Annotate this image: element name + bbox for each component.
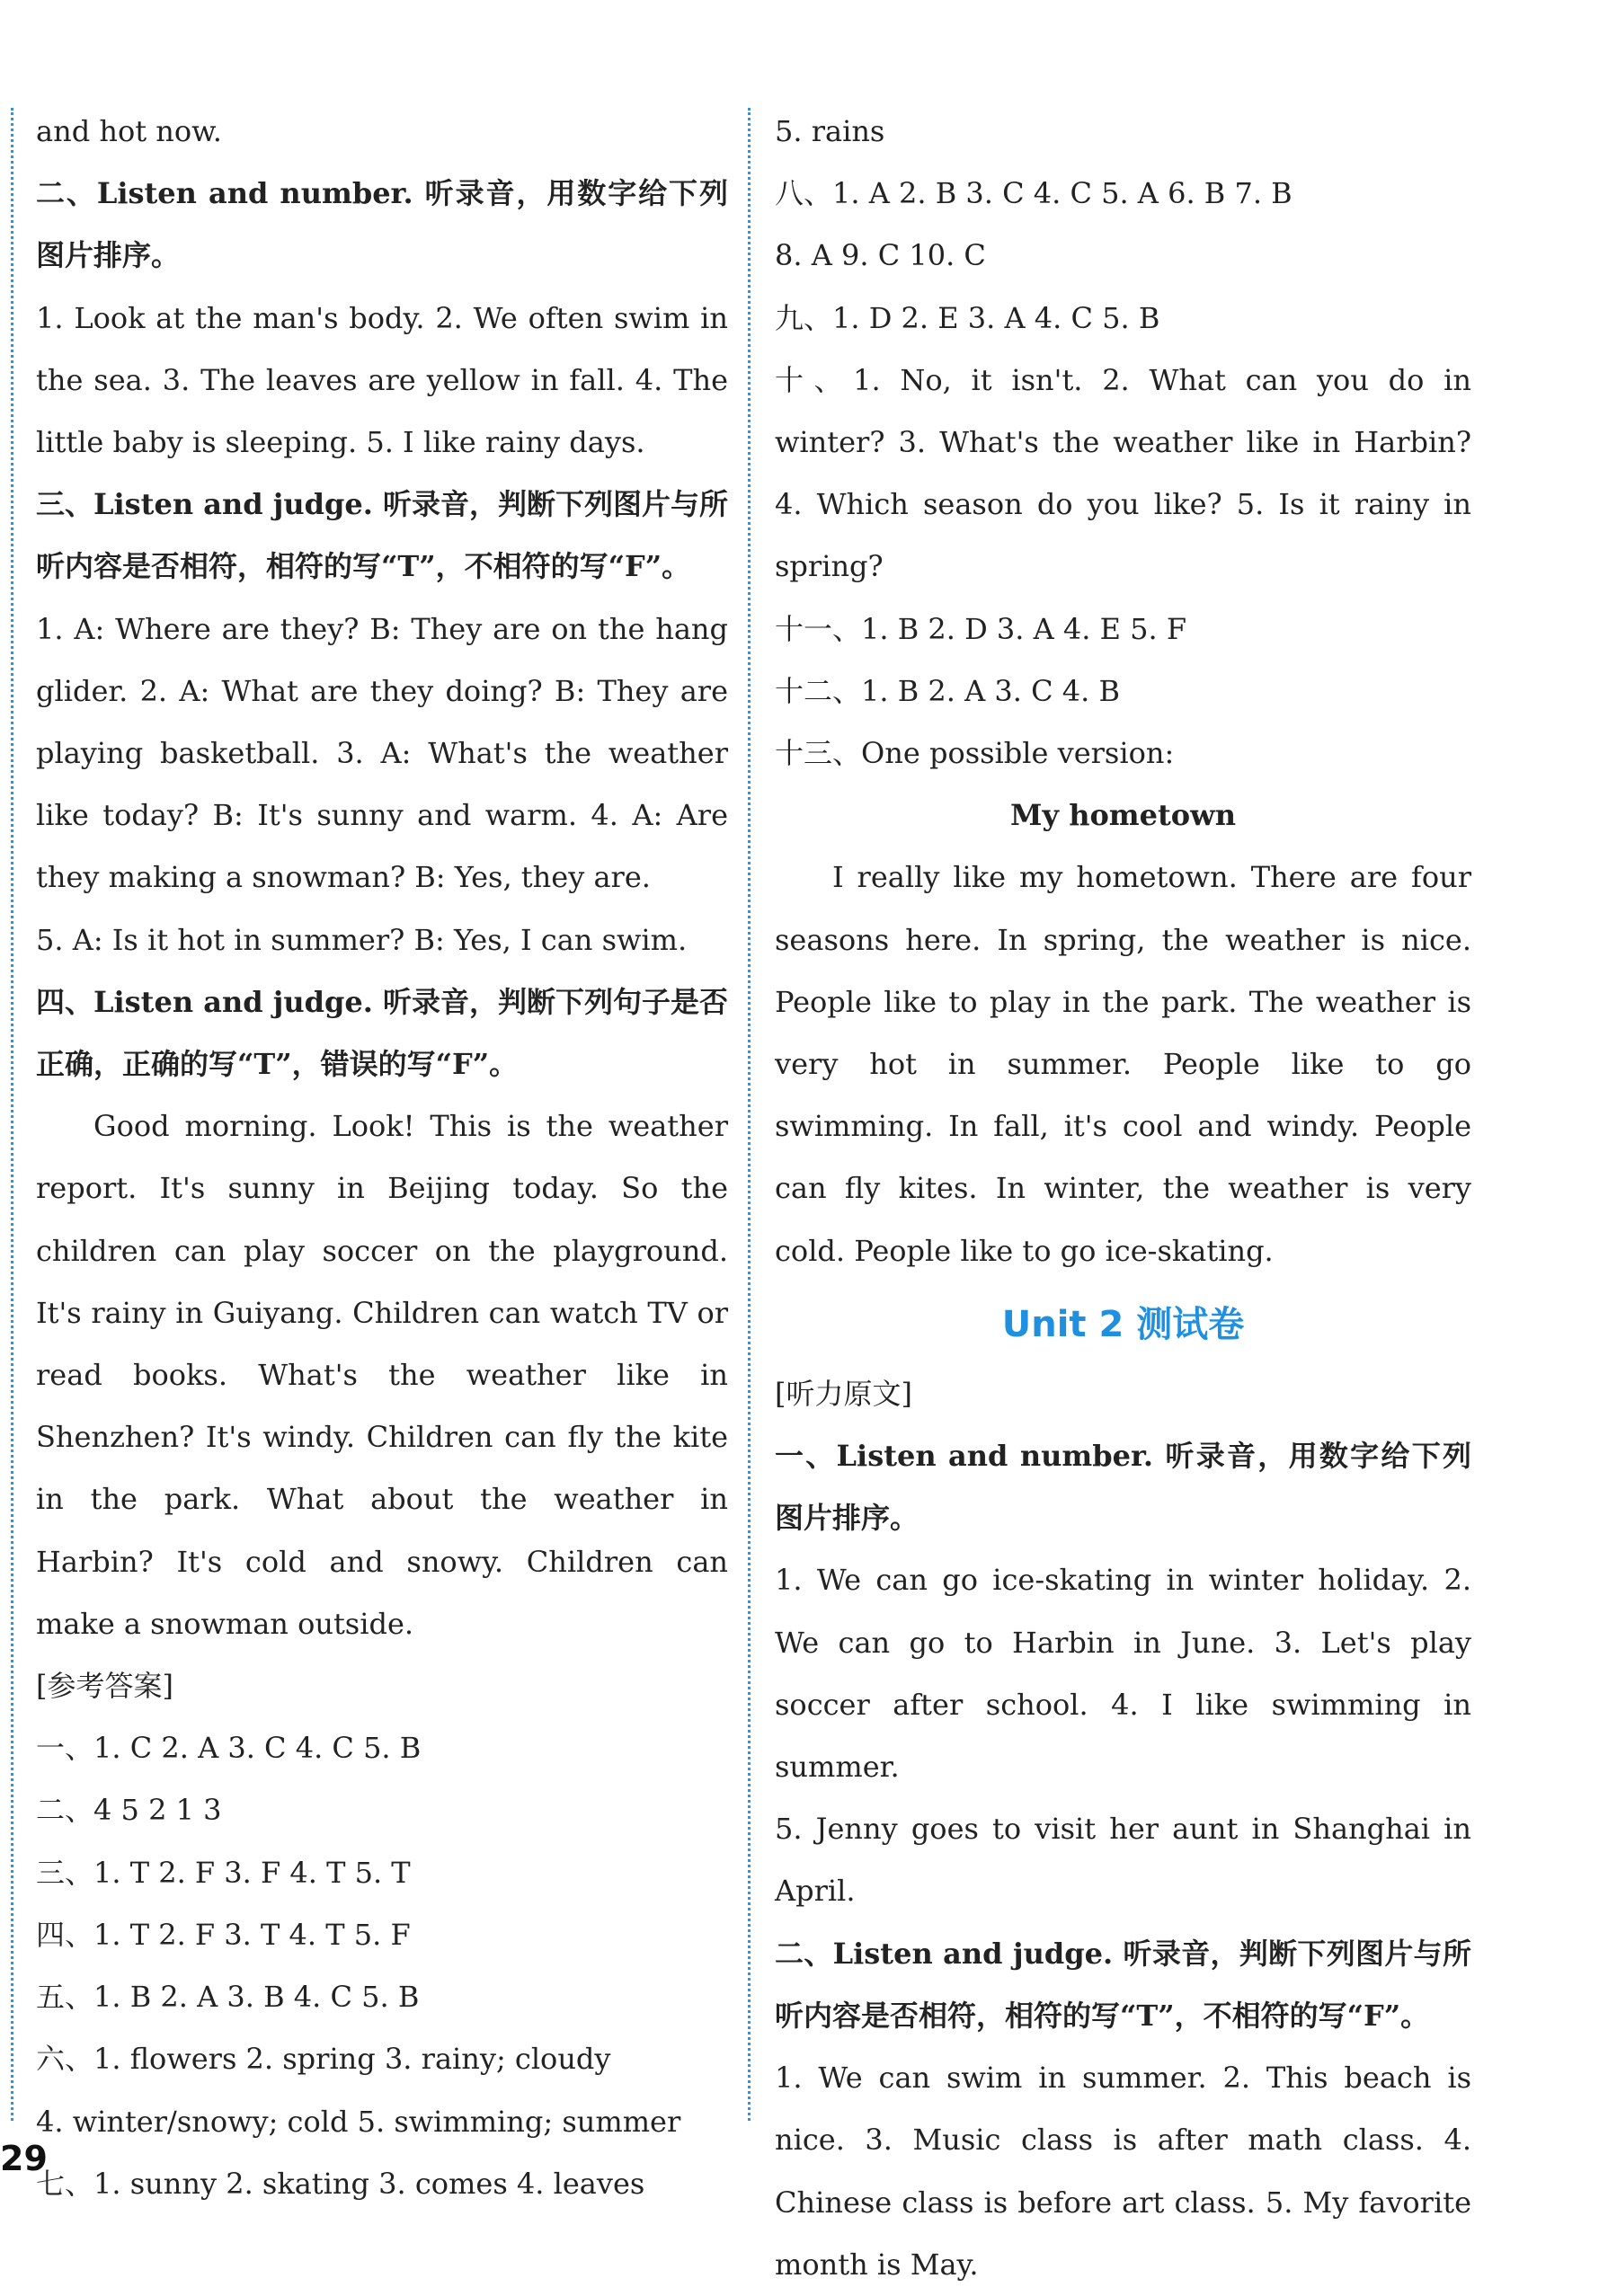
answer-line: 六、1. flowers 2. spring 3. rainy; cloudy [36,2042,611,2077]
paragraph: Good morning. Look! This is the weather report. It's sunny in Beijing today. So the children can play soccer on the playground. It's rainy in Guiyang. Children can watch TV or read books. What's the weather like in Shenzhen? It's windy. Children can fly the kite in the park. What about the weather in Harbin? It's cold and snowy. Children can make a snowman outside. [36,1109,728,1641]
paragraph: 十、1. No, it isn't. 2. What can you do in winter? 3. What's the weather like in Harbin? 4. Which season do you like? 5. Is it rainy in spring? [775,362,1471,584]
answer-line: 八、1. A 2. B 3. C 4. C 5. A 6. B 7. B [775,176,1293,211]
right-column [775,101,1471,2296]
answer-line: 一、1. C 2. A 3. C 4. C 5. B [36,1731,422,1766]
text-line: and hot now. [36,114,222,148]
answer-line: 四、1. T 2. F 3. T 4. T 5. F [36,1917,411,1952]
answer-line: 十一、1. B 2. D 3. A 4. E 5. F [775,611,1187,646]
paragraph: 5. Jenny goes to visit her aunt in Shanghai in April. [775,1812,1471,1909]
page-number: 29 [0,2139,48,2178]
section-heading: 四、Listen and judge. 听录音，判断下列句子是否正确，正确的写“T”，错误的写“F”。 [36,984,728,1082]
section-heading: 二、Listen and judge. 听录音，判断下列图片与所听内容是否相符，相符的写“T”，不相符的写“F”。 [775,1936,1471,2033]
essay-paragraph: I really like my hometown. There are four seasons here. In spring, the weather is nice. People like to play in the park. The weather is very hot in summer. People like to go swimming. In fall, it's cool and windy. People can fly kites. In winter, the weather is very cold. People like to go ice-skating. [775,860,1471,1268]
answer-line: 十二、1. B 2. A 3. C 4. B [775,673,1120,708]
paragraph: 5. A: Is it hot in summer? B: Yes, I can swim. [36,922,688,957]
answer-line: 九、1. D 2. E 3. A 4. C 5. B [775,300,1160,335]
unit-title: Unit 2 测试卷 [1001,1303,1245,1345]
paragraph: 1. A: Where are they? B: They are on the hang glider. 2. A: What are they doing? B: They are playing basketball. 3. A: What's the weather like today? B: It's sunny and warm. 4. A: Are they making a snowman? B: Yes, they are. [36,611,728,895]
answer-line: 二、4 5 2 1 3 [36,1793,222,1828]
essay-title: My hometown [1010,798,1236,833]
paragraph: 1. Look at the man's body. 2. We often swim in the sea. 3. The leaves are yellow in fall. 4. The little baby is sleeping. 5. I like rainy days. [36,300,728,460]
paragraph: 1. We can go ice-skating in winter holiday. 2. We can go to Harbin in June. 3. Let's play soccer after school. 4. I like swimming in summer. [775,1563,1471,1785]
paragraph: 1. We can swim in summer. 2. This beach is nice. 3. Music class is after math class. 4. Chinese class is before art class. 5. My favorite month is May. [775,2061,1471,2282]
answer-line: 五、1. B 2. A 3. B 4. C 5. B [36,1980,420,2015]
section-heading: 三、Listen and judge. 听录音，判断下列图片与所听内容是否相符，相符的写“T”，不相符的写“F”。 [36,487,728,584]
answer-line: 8. A 9. C 10. C [775,238,986,273]
section-heading: 一、Listen and number. 听录音，用数字给下列图片排序。 [775,1439,1471,1536]
left-margin-divider [11,108,13,2121]
answer-key-label: [参考答案] [36,1669,173,1704]
column-divider [748,108,751,2121]
section-heading: 二、Listen and number. 听录音，用数字给下列图片排序。 [36,176,728,273]
answer-line: 七、1. sunny 2. skating 3. comes 4. leaves [36,2166,645,2201]
listening-script-label: [听力原文] [775,1376,912,1411]
answer-line: 5. rains [775,114,885,148]
answer-line: 十三、One possible version: [775,736,1175,771]
left-column [36,101,728,2215]
answer-line: 三、1. T 2. F 3. F 4. T 5. T [36,1855,411,1890]
answer-line: 4. winter/snowy; cold 5. swimming; summer [36,2104,681,2139]
